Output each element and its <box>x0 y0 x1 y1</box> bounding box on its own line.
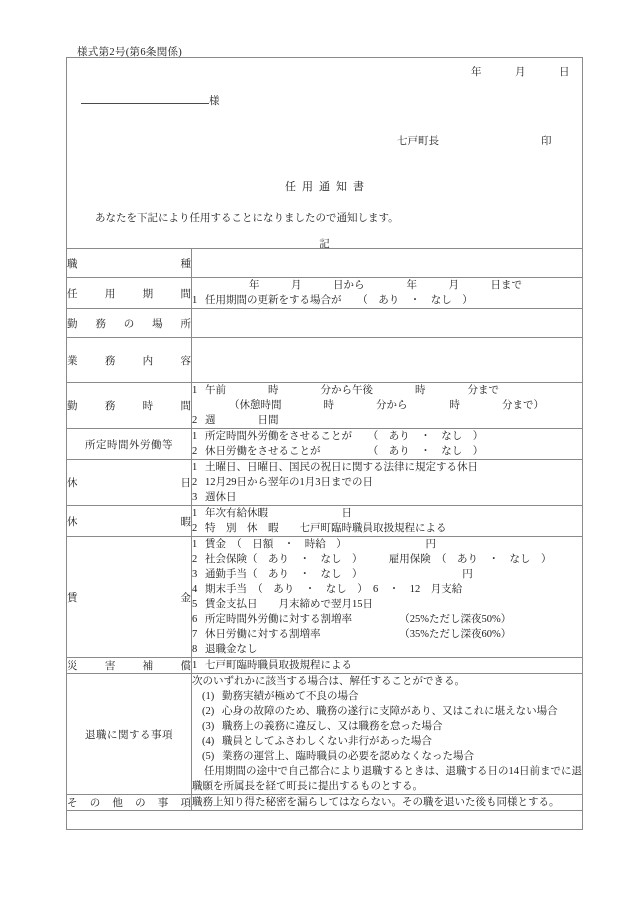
label-char: の <box>89 798 101 809</box>
label-char: 時 <box>142 401 154 412</box>
label-char: 業 <box>67 355 78 367</box>
page-title: 任用通知書 <box>285 181 370 193</box>
row-value-job-description[interactable] <box>192 338 583 383</box>
overtime-line: 1 所定時間外労働をさせることが （ あり ・ なし ） <box>192 431 484 442</box>
label-char: そ <box>67 798 78 809</box>
row-label-other-matters <box>67 795 192 811</box>
period-date-line: 年 月 日から 年 月 日まで <box>249 280 522 291</box>
retirement-item: (2) 心身の故障のため、職務の遂行に支障があり、又はこれに堪えない場合 <box>202 706 558 717</box>
table-row <box>67 278 583 309</box>
wage-line: 6 所定時間外労働に対する割増率 （25%ただし深夜50%） <box>192 614 512 625</box>
label-char: の <box>123 318 135 330</box>
label-char: 場 <box>152 318 163 330</box>
appointment-details-table <box>66 248 583 811</box>
row-label-accident-compensation <box>67 658 192 674</box>
table-row <box>67 338 583 383</box>
label-char: 金 <box>180 592 191 604</box>
issuer-line <box>397 133 552 148</box>
label-char: 償 <box>180 661 191 672</box>
holiday-work-line: 2 休日労働をさせることが （ あり ・ なし ） <box>192 446 484 457</box>
retirement-item: (5) 業務の運営上、臨時職員の必要を認めなくなった場合 <box>202 751 474 762</box>
break-line: （休憩時間 時 分から 時 分まで） <box>229 400 544 411</box>
row-label-appointment-period <box>67 278 192 309</box>
period-renewal-line: 1 任用期間の更新をする場合が （ あり ・ なし ） <box>192 295 473 306</box>
table-row <box>67 795 583 811</box>
lead-text: あなたを下記により任用することになりましたので通知します。 <box>95 213 399 224</box>
row-value-holidays[interactable] <box>192 460 583 506</box>
retirement-item: (3) 職務上の義務に違反し、又は職務を怠った場合 <box>202 721 443 732</box>
table-row <box>67 460 583 506</box>
row-value-job-type[interactable] <box>192 249 583 278</box>
ki-mark: 記 <box>319 239 330 250</box>
row-label-overtime <box>67 429 192 460</box>
table-row <box>67 658 583 674</box>
seal-mark: 印 <box>541 136 552 147</box>
table-row <box>67 537 583 658</box>
label-char: 事 <box>157 798 169 809</box>
label-char: 休 <box>67 478 78 489</box>
retirement-intro: 次のいずれかに該当する場合は、解任することができる。 <box>192 676 465 687</box>
addressee-line <box>81 92 220 108</box>
other-matters-text: 職務上知り得た秘密を漏らしてはならない。その職を退いた後も同様とする。 <box>192 797 560 808</box>
weekly-days-line: 2 週 日間 <box>192 415 279 426</box>
label-char: 務 <box>95 318 106 330</box>
label-char: 間 <box>180 288 191 300</box>
row-value-retirement[interactable] <box>192 674 583 795</box>
row-value-appointment-period[interactable] <box>192 278 583 309</box>
label-char: 災 <box>67 661 78 672</box>
date-line: 年 月 日 <box>471 67 570 78</box>
label-char: 勤 <box>67 318 78 330</box>
row-value-wages[interactable] <box>192 537 583 658</box>
issuer-name: 七戸町長 <box>397 136 439 147</box>
table-row <box>67 674 583 795</box>
label-text: 退職に関する事項 <box>85 729 173 741</box>
wage-line: 2 社会保険（ あり ・ なし ） 雇用保険 （ あり ・ なし ） <box>192 554 552 565</box>
label-char: 種 <box>180 258 191 270</box>
wage-line: 8 退職金なし <box>192 644 258 655</box>
holiday-line: 2 12月29日から翌年の1月3日までの日 <box>192 477 373 488</box>
label-char: 暇 <box>180 516 191 528</box>
table-row <box>67 383 583 429</box>
label-char: 勤 <box>67 401 78 412</box>
row-value-other-matters[interactable] <box>192 795 583 811</box>
label-char: 容 <box>180 355 191 367</box>
addressee-blank[interactable] <box>81 92 209 104</box>
label-text: 所定時間外労働等 <box>85 439 173 451</box>
row-value-working-hours[interactable] <box>192 383 583 429</box>
table-row <box>67 309 583 338</box>
label-char: 害 <box>104 661 116 672</box>
label-char: 内 <box>142 355 154 367</box>
row-value-workplace[interactable] <box>192 309 583 338</box>
wage-line: 7 休日労働に対する割増率 （35%ただし深夜60%） <box>192 629 512 640</box>
row-label-leave <box>67 506 192 537</box>
row-label-job-type <box>67 249 192 278</box>
row-label-job-description <box>67 338 192 383</box>
row-value-accident-compensation[interactable] <box>192 658 583 674</box>
table-row <box>67 429 583 460</box>
annual-leave-line: 1 年次有給休暇 日 <box>192 508 352 519</box>
retirement-item: (1) 勤務実績が極めて不良の場合 <box>202 691 359 702</box>
row-label-wages <box>67 537 192 658</box>
row-value-overtime[interactable] <box>192 429 583 460</box>
label-char: 日 <box>180 478 191 489</box>
label-char: 項 <box>180 798 191 809</box>
hours-line: 1 午前 時 分から午後 時 分まで <box>192 385 499 396</box>
wage-line: 4 期末手当 （ あり ・ なし ） 6 ・ 12 月支給 <box>192 584 463 595</box>
document-header <box>67 58 582 248</box>
label-char: 期 <box>142 288 154 300</box>
addressee-suffix: 様 <box>209 96 220 107</box>
label-char: 職 <box>67 258 78 270</box>
wage-line: 3 通勤手当（ あり ・ なし ） 円 <box>192 569 473 580</box>
label-char: 休 <box>67 516 78 528</box>
wage-line: 1 賃金 （ 日額 ・ 時給 ） 円 <box>192 539 436 550</box>
holiday-line: 3 週休日 <box>192 492 237 503</box>
label-char: 間 <box>180 401 191 412</box>
label-char: 務 <box>104 401 116 412</box>
wage-line: 5 賃金支払日 月末締めで翌月15日 <box>192 599 373 610</box>
table-row <box>67 506 583 537</box>
row-label-retirement <box>67 674 192 795</box>
label-char: 任 <box>67 288 78 300</box>
label-char: 務 <box>104 355 116 367</box>
label-char: の <box>135 798 146 809</box>
special-leave-line: 2 特 別 休 暇 七戸町臨時職員取扱規程による <box>192 523 447 534</box>
row-label-holidays <box>67 460 192 506</box>
retirement-item: (4) 職員としてふさわしくない非行があった場合 <box>202 736 432 747</box>
table-row <box>67 249 583 278</box>
row-label-workplace <box>67 309 192 338</box>
label-char: 用 <box>104 288 116 300</box>
holiday-line: 1 土曜日、日曜日、国民の祝日に関する法律に規定する休日 <box>192 462 478 473</box>
label-char: 賃 <box>67 592 78 604</box>
form-number: 様式第2号(第6条関係) <box>77 47 183 58</box>
compensation-line: 1 七戸町臨時職員取扱規程による <box>192 660 352 671</box>
label-char: 他 <box>112 798 123 809</box>
retirement-closing: 任用期間の途中で自己都合により退職するときは、退職する日の14日前までに退職願を所属長を経て町長に提出するものとする。 <box>192 766 582 792</box>
row-value-leave[interactable] <box>192 506 583 537</box>
label-char: 所 <box>180 318 191 330</box>
row-label-working-hours <box>67 383 192 429</box>
label-char: 補 <box>142 661 154 672</box>
